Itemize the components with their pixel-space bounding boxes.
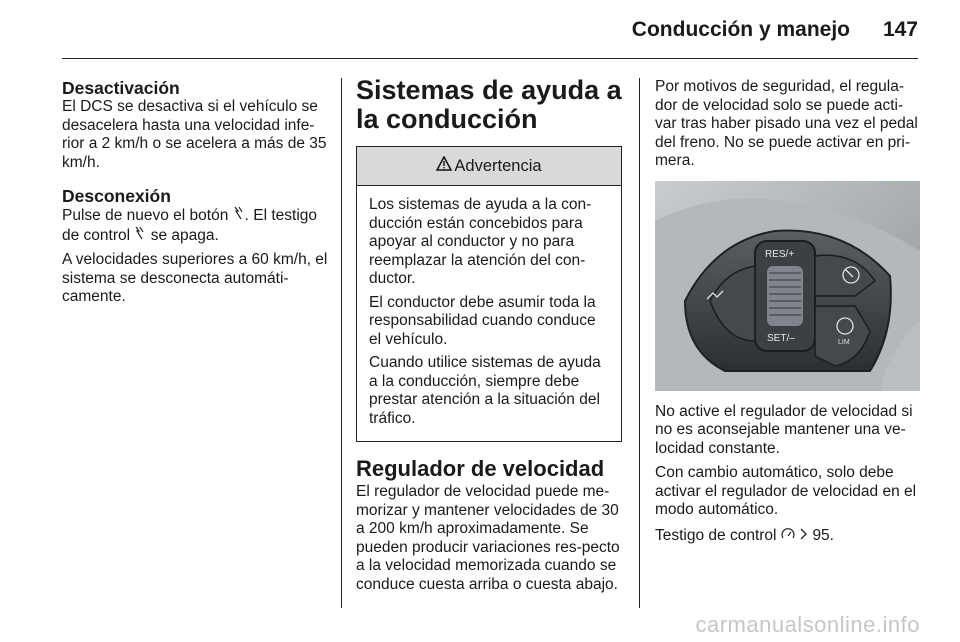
column-1 — [62, 78, 328, 313]
column-2 — [356, 75, 622, 600]
reference-arrow-icon — [799, 527, 808, 543]
header-title: Conducción y manejo — [631, 18, 850, 41]
warning-triangle-icon — [436, 156, 452, 176]
column-3 — [655, 78, 920, 551]
paragraph: Con cambio automático, solo debe activar el regulador de velocidad en el modo automático. — [655, 464, 917, 518]
section-title: Sistemas de ayuda a la conducción — [356, 75, 622, 134]
warning-paragraph: El conductor debe asumir toda la responsabilidad cuando conduce el vehículo. — [369, 293, 596, 348]
photo-label-set: SET/– — [767, 332, 795, 344]
paragraph: Pulse de nuevo el botón . El testigo de control se apaga. — [62, 207, 318, 244]
section-heading-desconexion: Desconexión — [62, 186, 171, 206]
cruise-control-icon — [781, 527, 795, 543]
hill-descent-icon — [233, 207, 245, 223]
paragraph: A velocidades superiores a 60 km/h, el sistema se desconecta automáti-camente. — [62, 251, 328, 305]
paragraph: Testigo de control 95. — [655, 526, 834, 544]
photo-label-res: RES/+ — [765, 248, 795, 260]
column-divider-1 — [341, 78, 342, 608]
paragraph: El regulador de velocidad puede me-morizar y mantener velocidades de 30 a 200 km/h aproximadamente. Se pueden producir variaciones res-pecto a la velocidad memorizada cuando se conduce cuesta arriba o cuesta abajo. — [356, 483, 620, 593]
section-heading-desactivacion: Desactivación — [62, 78, 180, 98]
warning-label: Advertencia — [454, 156, 542, 175]
warning-header — [357, 147, 621, 186]
page-number: 147 — [882, 18, 918, 41]
column-divider-2 — [639, 78, 640, 608]
paragraph: No active el regulador de velocidad si no es aconsejable mantener una ve-locidad constante. — [655, 402, 913, 457]
page-header — [0, 0, 960, 60]
paragraph: El DCS se desactiva si el vehículo se desacelera hasta una velocidad infe-rior a 2 km/h o se acelera a más de 35 km/h. — [62, 98, 327, 171]
watermark: carmanualsonline.info — [695, 612, 920, 637]
hill-descent-icon — [134, 227, 146, 243]
subheading-regulador: Regulador de velocidad — [356, 456, 605, 481]
warning-box — [356, 146, 622, 442]
photo-label-lim: LIM — [838, 338, 850, 346]
paragraph: Por motivos de seguridad, el regula-dor de velocidad solo se puede acti-var tras haber pisado una vez el pedal del freno. No se puede activar en pri-mera. — [655, 78, 918, 169]
warning-paragraph: Cuando utilice sistemas de ayuda a la conducción, siempre debe prestar atención a la situación del tráfico. — [369, 354, 601, 427]
steering-wheel-controls-photo — [655, 181, 920, 391]
header-divider — [62, 58, 918, 59]
warning-paragraph: Los sistemas de ayuda a la con-ducción están concebidos para apoyar al conductor y no para reemplazar la atención del con-ductor. — [369, 196, 592, 287]
warning-body — [357, 186, 621, 441]
